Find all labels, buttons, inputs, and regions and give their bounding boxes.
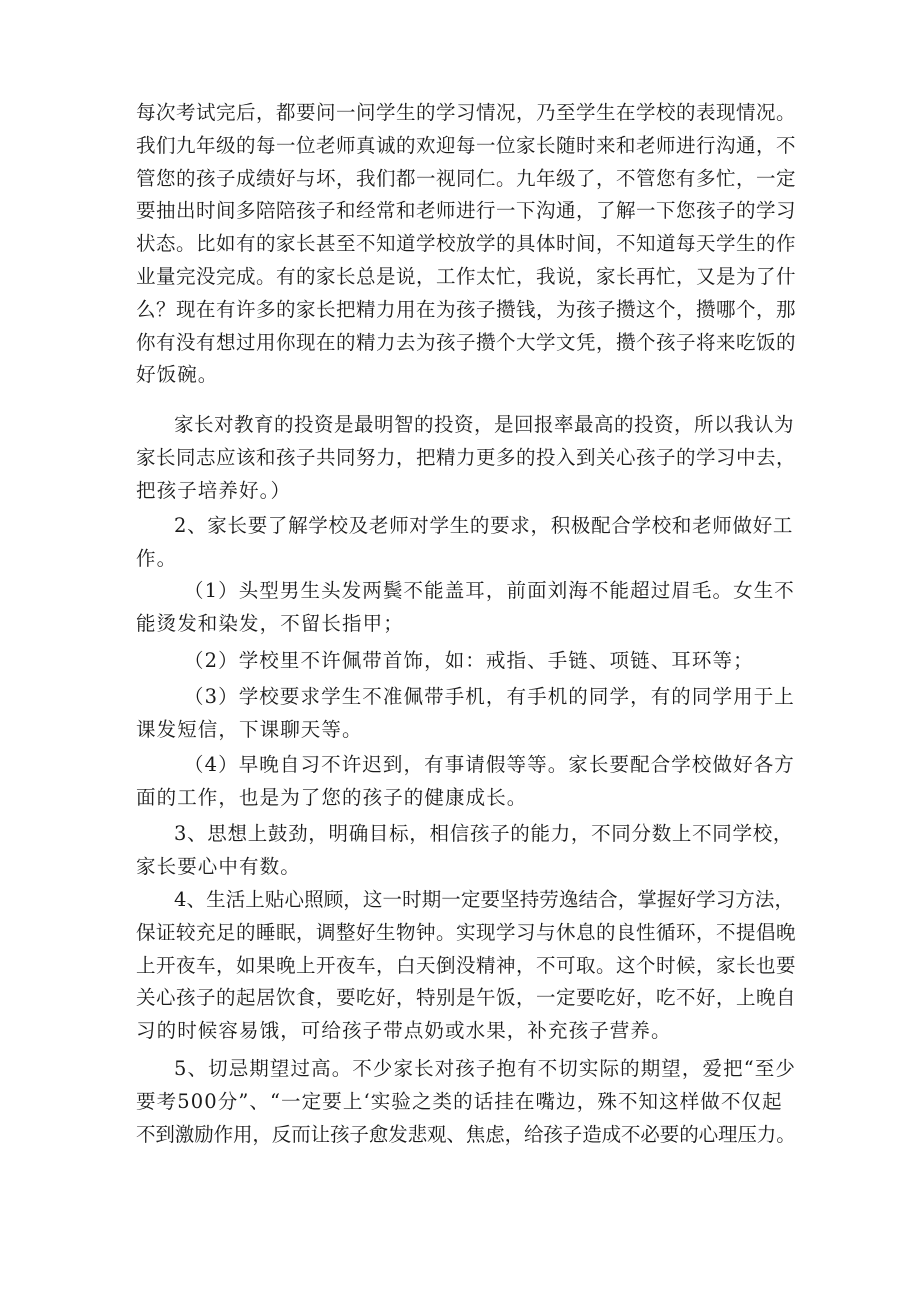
text-line: 习的时候容易饿，可给孩子带点奶或水果，补充孩子营养。	[136, 1019, 672, 1043]
text-line: 要抽出时间多陪陪孩子和经常和老师进行一下沟通，了解一下您孩子的学习	[136, 199, 797, 223]
text-line: 课发短信，下课聊天等。	[136, 717, 363, 741]
text-line: 4、生活上贴心照顾，这一时期一定要坚持劳逸结合，掌握好学习方法，	[174, 888, 795, 911]
text-line: 保证较充足的睡眠，调整好生物钟。实现学习与休息的良性循环，不提倡晚	[136, 920, 797, 944]
text-line: 每次考试完后，都要问一问学生的学习情况，乃至学生在学校的表现情况。	[136, 101, 797, 124]
text-line: 不到激励作用，反而让孩子愈发悲观、焦虑，给孩子造成不必要的心理压力。	[136, 1122, 796, 1146]
text-line: 要考500分”、“一定要上‘实验之类的话挂在嘴边，殊不知这样做不仅起	[136, 1089, 783, 1113]
text-line: 作。	[136, 546, 178, 570]
text-line: 我们九年级的每一位老师真诚的欢迎每一位家长随时来和老师进行沟通，不	[136, 133, 797, 157]
text-line: （4）早晚自习不许迟到，有事请假等等。家长要配合学校做好各方	[184, 753, 795, 776]
text-line: （1）头型男生头发两鬓不能盖耳，前面刘海不能超过眉毛。女生不	[184, 579, 795, 602]
text-line: 家长对教育的投资是最明智的投资，是回报率最高的投资，所以我认为	[174, 413, 795, 436]
paragraph-1	[136, 97, 796, 392]
paragraph-6	[136, 681, 796, 747]
paragraph-10	[136, 1053, 796, 1151]
paragraph-7	[136, 749, 796, 815]
paragraph-4	[136, 575, 796, 641]
text-line: 能烫发和染发，不留长指甲；	[136, 611, 404, 635]
text-line: 状态。比如有的家长甚至不知道学校放学的具体时间，不知道每天学生的作	[136, 232, 797, 256]
text-line: 关心孩子的起居饮食，要吃好，特别是午饭，一定要吃好，吃不好，上晚自	[136, 986, 797, 1010]
text-line: 上开夜车，如果晚上开夜车，白天倒没精神，不可取。这个时候，家长也要	[136, 953, 797, 977]
text-line: 家长要心中有数。	[136, 854, 301, 878]
text-line: （2）学校里不许佩带首饰，如：戒指、手链、项链、耳环等；	[184, 649, 754, 672]
text-line: 2、家长要了解学校及老师对学生的要求，积极配合学校和老师做好工	[174, 514, 794, 537]
text-line: 3、思想上鼓劲，明确目标，相信孩子的能力，不同分数上不同学校，	[174, 822, 794, 845]
text-line: 么？现在有许多的家长把精力用在为孩子攒钱，为孩子攒这个，攒哪个，那	[136, 297, 797, 321]
paragraph-3	[136, 510, 796, 576]
paragraph-8	[136, 818, 796, 884]
text-line: （3）学校要求学生不准佩带手机，有手机的同学，有的同学用于上	[184, 685, 795, 708]
text-line: 管您的孩子成绩好与坏，我们都一视同仁。九年级了，不管您有多忙，一定	[136, 166, 797, 190]
paragraph-2	[136, 409, 796, 507]
text-line: 把孩子培养好。）	[136, 478, 292, 502]
paragraph-5	[136, 645, 796, 678]
text-line: 你有没有想过用你现在的精力去为孩子攒个大学文凭，攒个孩子将来吃饭的	[136, 330, 797, 354]
text-line: 好饭碗。	[136, 363, 219, 387]
text-line: 5、切忌期望过高。不少家长对孩子抱有不切实际的期望，爱把“至少	[174, 1057, 796, 1080]
text-line: 面的工作，也是为了您的孩子的健康成长。	[136, 785, 528, 809]
text-line: 业量完没完成。有的家长总是说，工作太忙，我说，家长再忙，又是为了什	[136, 264, 797, 288]
paragraph-9	[136, 884, 796, 1048]
text-line: 家长同志应该和孩子共同努力，把精力更多的投入到关心孩子的学习中去，	[136, 445, 797, 469]
